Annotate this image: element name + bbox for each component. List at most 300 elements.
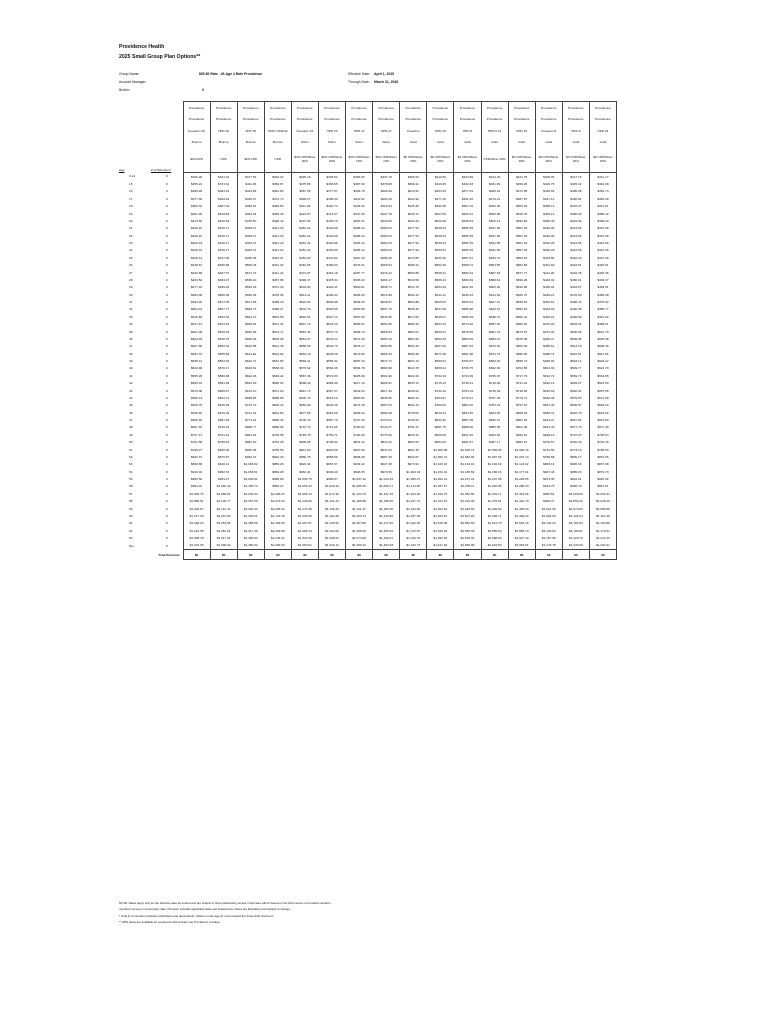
rate-cell: $994.47 bbox=[210, 475, 237, 482]
plan-header-network: Providence bbox=[291, 102, 318, 114]
rate-cell: $705.07 bbox=[481, 372, 508, 379]
rate-cell: $603.49 bbox=[427, 284, 454, 291]
rate-cell: $493.47 bbox=[237, 239, 264, 246]
members-cell[interactable]: 0 bbox=[165, 447, 168, 452]
rate-cell: $422.92 bbox=[400, 195, 427, 202]
members-cell[interactable]: 0 bbox=[165, 336, 168, 341]
rate-cell: $375.86 bbox=[291, 180, 318, 187]
rate-cell: $462.05 bbox=[291, 262, 318, 269]
rate-cell: $1,317.01 bbox=[210, 534, 237, 541]
rate-cell: $1,136.77 bbox=[210, 498, 237, 505]
total-premium-cell: $0 bbox=[427, 550, 454, 560]
rate-cell: $1,463.67 bbox=[427, 512, 454, 519]
rate-cell: $847.84 bbox=[373, 446, 400, 453]
rate-cell: $769.75 bbox=[291, 431, 318, 438]
members-cell[interactable]: 0 bbox=[165, 513, 168, 518]
rate-cell: $705.19 bbox=[291, 416, 318, 423]
rate-cell: $459.25 bbox=[508, 180, 535, 187]
members-cell[interactable]: 0 bbox=[165, 410, 168, 415]
members-cell[interactable]: 0 bbox=[165, 536, 168, 541]
rate-cell: $1,433.73 bbox=[400, 542, 427, 550]
members-cell[interactable]: 0 bbox=[165, 263, 168, 268]
rate-cell: $449.25 bbox=[427, 180, 454, 187]
members-cell[interactable]: 0 bbox=[165, 440, 168, 445]
rate-cell: $837.68 bbox=[589, 461, 616, 468]
rate-cell: $446.89 bbox=[183, 269, 210, 276]
rate-cell: $426.44 bbox=[183, 232, 210, 239]
total-premium-cell: $0 bbox=[183, 550, 210, 560]
rate-cell: $518.08 bbox=[264, 335, 291, 342]
total-premium-cell: $0 bbox=[264, 550, 291, 560]
rate-cell: $493.47 bbox=[237, 232, 264, 239]
age-cell: 64+ bbox=[129, 543, 135, 548]
members-cell[interactable]: 0 bbox=[165, 218, 168, 223]
rate-cell: $524.79 bbox=[589, 365, 616, 372]
rate-cell: $1,415.05 bbox=[454, 498, 481, 505]
members-cell[interactable]: 0 bbox=[165, 403, 168, 408]
rate-cell: $552.18 bbox=[237, 284, 264, 291]
rate-cell: $510.72 bbox=[535, 372, 562, 379]
group-name-value: $65 $0 Rate - 45-Age 4 Rate Providence bbox=[199, 72, 263, 76]
rate-cell: $554.55 bbox=[481, 262, 508, 269]
table-row bbox=[119, 195, 617, 202]
rate-cell: $668.14 bbox=[400, 394, 427, 401]
rate-cell: $853.54 bbox=[400, 439, 427, 446]
table-row bbox=[119, 350, 617, 357]
rate-cell: $543.72 bbox=[481, 254, 508, 261]
age-cell: 37 bbox=[129, 344, 133, 349]
rate-cell: $752.28 bbox=[264, 439, 291, 446]
rate-cell: $509.58 bbox=[481, 210, 508, 217]
rate-cell: $494.20 bbox=[183, 298, 210, 305]
rate-cell: $1,372.87 bbox=[400, 527, 427, 534]
rate-cell: $380.38 bbox=[535, 217, 562, 224]
rate-cell: $616.92 bbox=[589, 409, 616, 416]
plan-header-network: Providence bbox=[562, 102, 589, 114]
plan-header-network: Providence bbox=[183, 102, 210, 114]
rate-cell: $671.98 bbox=[427, 350, 454, 357]
rate-cell: $573.71 bbox=[373, 357, 400, 364]
rate-cell: $445.21 bbox=[535, 291, 562, 298]
rate-cell: $963.32 bbox=[291, 468, 318, 475]
age-cell: 43 bbox=[129, 388, 133, 393]
members-cell[interactable]: 0 bbox=[165, 381, 168, 386]
rate-cell: $407.32 bbox=[210, 203, 237, 210]
rate-cell: $1,445.60 bbox=[454, 505, 481, 512]
age-cell: 34 bbox=[129, 322, 133, 327]
age-cell: 23 bbox=[129, 241, 133, 246]
members-cell[interactable]: 0 bbox=[165, 521, 168, 526]
rate-cell: $579.08 bbox=[183, 387, 210, 394]
rate-cell: $737.70 bbox=[291, 424, 318, 431]
plan-header-network: Providence bbox=[508, 102, 535, 114]
plan-header-plan: Providence bbox=[346, 114, 373, 126]
rate-cell: $451.31 bbox=[346, 217, 373, 224]
rate-cell: $434.45 bbox=[562, 269, 589, 276]
rate-cell: $524.49 bbox=[183, 335, 210, 342]
rate-cell: $374.91 bbox=[589, 203, 616, 210]
members-cell[interactable]: 0 bbox=[165, 432, 168, 437]
members-cell[interactable]: 0 bbox=[165, 477, 168, 482]
members-cell[interactable]: 0 bbox=[165, 204, 168, 209]
rate-cell: $514.71 bbox=[264, 328, 291, 335]
rate-cell: $630.61 bbox=[237, 365, 264, 372]
rate-cell: $625.04 bbox=[427, 298, 454, 305]
rate-cell: $834.35 bbox=[454, 409, 481, 416]
total-premium-cell: $0 bbox=[318, 550, 345, 560]
rate-cell: $1,099.14 bbox=[291, 490, 318, 497]
plan-header-opt: $0 CPD/Silver 20% bbox=[535, 148, 562, 173]
plan-header-plan: Providence bbox=[400, 114, 427, 126]
rate-cell: $949.42 bbox=[346, 461, 373, 468]
rate-cell: $596.14 bbox=[183, 394, 210, 401]
rate-cell: $867.99 bbox=[346, 446, 373, 453]
rate-cell: $326.75 bbox=[535, 180, 562, 187]
total-premium-row bbox=[119, 550, 617, 560]
age-cell: 59 bbox=[129, 506, 133, 511]
rate-cell: $674.20 bbox=[454, 321, 481, 328]
rate-cell: $797.37 bbox=[508, 402, 535, 409]
rate-cell: $477.26 bbox=[427, 195, 454, 202]
rate-cell: $920.06 bbox=[427, 431, 454, 438]
members-cell[interactable]: 0 bbox=[165, 418, 168, 423]
members-cell[interactable]: 0 bbox=[165, 329, 168, 334]
rate-cell: $832.06 bbox=[210, 446, 237, 453]
plan-header-opt: $0 CPD/Silver 20% bbox=[427, 148, 454, 173]
members-cell[interactable]: 0 bbox=[165, 233, 168, 238]
rate-cell: $1,417.49 bbox=[237, 527, 264, 534]
plan-header-tier: Gold bbox=[589, 137, 616, 149]
members-cell[interactable]: 0 bbox=[165, 543, 168, 548]
members-column-header: # of Members* bbox=[151, 167, 172, 172]
rate-cell: $692.06 bbox=[481, 365, 508, 372]
rate-cell: $1,125.04 bbox=[562, 512, 589, 519]
rate-cell: $505.33 bbox=[237, 262, 264, 269]
rate-cell: $555.32 bbox=[318, 357, 345, 364]
total-premium-cell: $0 bbox=[562, 550, 589, 560]
plan-header-name: HPD 8 12 bbox=[481, 125, 508, 137]
rate-cell: $1,056.22 bbox=[562, 498, 589, 505]
account-manager-label: Account Manager: bbox=[119, 80, 147, 84]
rate-cell: $554.97 bbox=[291, 335, 318, 342]
rate-cell: $384.54 bbox=[264, 203, 291, 210]
rate-cell: $718.06 bbox=[481, 380, 508, 387]
rate-cell: $700.54 bbox=[589, 431, 616, 438]
age-cell: 20 bbox=[129, 218, 133, 223]
plan-header-opt: $0 CPD/Silver 20% bbox=[589, 148, 616, 173]
members-cell[interactable]: 0 bbox=[165, 196, 168, 201]
rate-cell: $740.35 bbox=[562, 439, 589, 446]
rate-cell: $414.07 bbox=[318, 210, 345, 217]
rate-cell: $806.77 bbox=[237, 424, 264, 431]
rate-cell: $541.61 bbox=[210, 321, 237, 328]
rate-cell: $522.61 bbox=[454, 210, 481, 217]
plan-header-network: Providence bbox=[346, 102, 373, 114]
rate-cell: $463.87 bbox=[562, 284, 589, 291]
rate-cell: $427.78 bbox=[373, 210, 400, 217]
rate-cell: $673.67 bbox=[508, 328, 535, 335]
rate-cell: $910.12 bbox=[210, 461, 237, 468]
rate-cell: $1,202.12 bbox=[427, 475, 454, 482]
rate-cell: $366.84 bbox=[562, 195, 589, 202]
rate-cell: $446.17 bbox=[210, 239, 237, 246]
rate-cell: $499.44 bbox=[318, 291, 345, 298]
rate-cell: $920.44 bbox=[291, 461, 318, 468]
members-cell[interactable]: 0 bbox=[165, 373, 168, 378]
rate-cell: $505.08 bbox=[589, 335, 616, 342]
plan-header-tier: Bronze bbox=[264, 137, 291, 149]
rate-cell: $899.28 bbox=[264, 468, 291, 475]
rate-cell: $1,026.07 bbox=[264, 490, 291, 497]
members-cell[interactable]: 0 bbox=[165, 314, 168, 319]
rate-cell: $451.22 bbox=[291, 232, 318, 239]
rate-cell: $704.55 bbox=[508, 365, 535, 372]
rate-cell: $553.88 bbox=[400, 298, 427, 305]
rate-cell: $411.92 bbox=[291, 203, 318, 210]
members-cell[interactable]: 0 bbox=[165, 344, 168, 349]
blank-header bbox=[151, 114, 183, 126]
members-cell[interactable]: 0 bbox=[165, 300, 168, 305]
members-cell[interactable]: 0 bbox=[165, 241, 168, 246]
members-cell[interactable]: 0 bbox=[165, 388, 168, 393]
rate-cell: $580.98 bbox=[373, 365, 400, 372]
members-cell[interactable]: 0 bbox=[165, 491, 168, 496]
rate-cell: $422.91 bbox=[264, 254, 291, 261]
rate-cell: $533.75 bbox=[291, 306, 318, 313]
rate-cell: $1,057.06 bbox=[481, 453, 508, 460]
members-cell[interactable]: 0 bbox=[165, 270, 168, 275]
rate-cell: $494.17 bbox=[373, 276, 400, 283]
rate-cell: $783.24 bbox=[481, 402, 508, 409]
plan-header-plan: Providence bbox=[562, 114, 589, 126]
members-cell[interactable]: 0 bbox=[165, 322, 168, 327]
rate-cell: $399.76 bbox=[346, 188, 373, 195]
rate-cell: $484.97 bbox=[210, 276, 237, 283]
members-cell[interactable]: 0 bbox=[165, 351, 168, 356]
members-cell[interactable]: 0 bbox=[165, 226, 168, 231]
rate-cell: $462.63 bbox=[454, 180, 481, 187]
rate-cell: $731.56 bbox=[535, 446, 562, 453]
rate-cell: $974.91 bbox=[400, 461, 427, 468]
rate-cell: $1,161.31 bbox=[210, 505, 237, 512]
rate-cell: $477.94 bbox=[400, 239, 427, 246]
rate-cell: $700.87 bbox=[454, 357, 481, 364]
rate-cell: $1,410.79 bbox=[400, 534, 427, 541]
rate-cell: $507.04 bbox=[454, 203, 481, 210]
rate-cell: $1,211.47 bbox=[346, 505, 373, 512]
plan-header-name: Freedom 20 bbox=[183, 125, 210, 137]
rate-cell: $1,124.62 bbox=[508, 461, 535, 468]
rate-cell: $661.09 bbox=[318, 409, 345, 416]
table-row bbox=[119, 534, 617, 541]
members-cell[interactable]: 0 bbox=[165, 359, 168, 364]
rate-cell: $594.78 bbox=[346, 365, 373, 372]
rate-cell: $717.79 bbox=[508, 372, 535, 379]
plan-header-opt: $0 CPD/Silver 20% bbox=[508, 148, 535, 173]
rate-cell: $478.34 bbox=[318, 276, 345, 283]
rate-cell: $1,157.95 bbox=[535, 534, 562, 541]
rate-cell: $727.47 bbox=[183, 431, 210, 438]
members-cell[interactable]: 0 bbox=[165, 484, 168, 489]
rate-cell: $541.55 bbox=[481, 225, 508, 232]
members-cell[interactable]: 0 bbox=[165, 277, 168, 282]
rate-cell: $539.34 bbox=[427, 239, 454, 246]
rate-cell: $1,009.80 bbox=[562, 490, 589, 497]
rate-cell: $622.72 bbox=[237, 357, 264, 364]
rate-cell: $539.73 bbox=[562, 372, 589, 379]
plan-header-network: Providence bbox=[535, 102, 562, 114]
rate-cell: $572.00 bbox=[264, 387, 291, 394]
rate-cell: $386.42 bbox=[589, 210, 616, 217]
rate-cell: $464.03 bbox=[535, 306, 562, 313]
rate-cell: $587.46 bbox=[291, 372, 318, 379]
rate-cell: $515.98 bbox=[373, 291, 400, 298]
rate-cell: $1,263.63 bbox=[264, 542, 291, 550]
rate-cell: $845.63 bbox=[562, 461, 589, 468]
rate-cell: $426.44 bbox=[183, 239, 210, 246]
rate-cell: $1,037.42 bbox=[346, 475, 373, 482]
members-cell[interactable]: 0 bbox=[165, 528, 168, 533]
members-cell[interactable]: 0 bbox=[165, 469, 168, 474]
members-cell[interactable]: 0 bbox=[165, 189, 168, 194]
table-row bbox=[119, 203, 617, 210]
plan-header-opt: $0 CPD/Silver 20% bbox=[562, 148, 589, 173]
rate-cell: $548.75 bbox=[210, 335, 237, 342]
members-cell[interactable]: 0 bbox=[165, 255, 168, 260]
table-row bbox=[119, 372, 617, 379]
rate-cell: $454.63 bbox=[373, 247, 400, 254]
rate-cell: $1,244.00 bbox=[400, 505, 427, 512]
rate-cell: $473.55 bbox=[508, 188, 535, 195]
rate-cell: $670.26 bbox=[210, 409, 237, 416]
rate-cell: $534.79 bbox=[400, 284, 427, 291]
rate-cell: $846.37 bbox=[481, 416, 508, 423]
rate-cell: $1,409.60 bbox=[481, 505, 508, 512]
rate-cell: $572.93 bbox=[318, 372, 345, 379]
rate-cell: $503.32 bbox=[508, 203, 535, 210]
plan-header-tier: Gold bbox=[400, 137, 427, 149]
rate-cell: $632.03 bbox=[346, 387, 373, 394]
rate-cell: $1,164.83 bbox=[562, 520, 589, 527]
rate-cell: $550.58 bbox=[346, 306, 373, 313]
rate-cell: $837.46 bbox=[535, 468, 562, 475]
members-cell[interactable]: 0 bbox=[165, 174, 168, 179]
rate-cell: $841.82 bbox=[237, 431, 264, 438]
rate-cell: $441.82 bbox=[318, 254, 345, 261]
plan-header-name: HPD 27 bbox=[346, 125, 373, 137]
plan-header-name: Freedom 15 bbox=[291, 125, 318, 137]
rate-cell: $450.51 bbox=[237, 203, 264, 210]
rate-table bbox=[119, 101, 617, 560]
members-cell[interactable]: 0 bbox=[165, 211, 168, 216]
members-cell[interactable]: 0 bbox=[165, 395, 168, 400]
rate-cell: $548.38 bbox=[535, 394, 562, 401]
rate-cell: $1,549.24 bbox=[427, 527, 454, 534]
rate-cell: $809.17 bbox=[562, 453, 589, 460]
plan-header-name: HPD 24 bbox=[589, 125, 616, 137]
rate-cell: $1,145.43 bbox=[318, 505, 345, 512]
rate-cell: $424.89 bbox=[454, 173, 481, 181]
rate-cell: $394.81 bbox=[210, 195, 237, 202]
members-cell[interactable]: 0 bbox=[165, 366, 168, 371]
rate-cell: $1,263.13 bbox=[346, 512, 373, 519]
rate-cell: $1,456.64 bbox=[237, 534, 264, 541]
age-cell: 0-14 bbox=[129, 174, 136, 179]
rate-cell: $520.81 bbox=[346, 284, 373, 291]
plan-header-name: Freedom 8 bbox=[535, 125, 562, 137]
rate-cell: $867.99 bbox=[454, 416, 481, 423]
rate-cell: $478.06 bbox=[264, 291, 291, 298]
rate-cell: $623.72 bbox=[210, 394, 237, 401]
rate-cell: $1,435.03 bbox=[508, 505, 535, 512]
rate-cell: $1,194.28 bbox=[318, 512, 345, 519]
rate-cell: $1,143.16 bbox=[264, 512, 291, 519]
members-cell[interactable]: 0 bbox=[165, 307, 168, 312]
rate-cell: $451.22 bbox=[291, 239, 318, 246]
members-cell[interactable]: 0 bbox=[165, 285, 168, 290]
rate-cell: $1,212.20 bbox=[589, 534, 616, 541]
members-cell[interactable]: 0 bbox=[165, 506, 168, 511]
rate-cell: $1,277.46 bbox=[373, 520, 400, 527]
members-cell[interactable]: 0 bbox=[165, 462, 168, 467]
rate-cell: $378.47 bbox=[562, 203, 589, 210]
rate-cell: $437.52 bbox=[291, 217, 318, 224]
rate-cell: $881.75 bbox=[427, 424, 454, 431]
rate-cell: $822.20 bbox=[264, 453, 291, 460]
rate-cell: $522.98 bbox=[427, 217, 454, 224]
rate-cell: $859.26 bbox=[264, 461, 291, 468]
age-cell: 32 bbox=[129, 307, 133, 312]
rate-cell: $426.44 bbox=[183, 225, 210, 232]
rate-cell: $612.11 bbox=[427, 291, 454, 298]
rate-cell: $805.85 bbox=[291, 439, 318, 446]
members-cell[interactable]: 0 bbox=[165, 499, 168, 504]
rate-cell: $412.30 bbox=[589, 254, 616, 261]
rate-cell: $540.51 bbox=[291, 313, 318, 320]
rate-cell: $908.48 bbox=[346, 453, 373, 460]
rate-cell: $571.89 bbox=[237, 298, 264, 305]
rate-cell: $366.28 bbox=[183, 188, 210, 195]
plan-header-name: Freedom bbox=[400, 125, 427, 137]
rate-cell: $1,224.56 bbox=[291, 512, 318, 519]
rate-cell: $436.32 bbox=[400, 203, 427, 210]
rate-cell: $1,021.05 bbox=[535, 505, 562, 512]
members-cell[interactable]: 0 bbox=[165, 454, 168, 459]
rate-cell: $648.72 bbox=[481, 313, 508, 320]
members-cell[interactable]: 0 bbox=[165, 182, 168, 187]
footnote-2: members renew on anniversary date. Premium includes applicable state and federal fees. Rates are illustrative and subject to change. bbox=[119, 907, 291, 911]
rate-cell: $591.90 bbox=[373, 372, 400, 379]
members-cell[interactable]: 0 bbox=[165, 425, 168, 430]
rate-cell: $457.86 bbox=[264, 276, 291, 283]
rate-cell: $680.61 bbox=[427, 357, 454, 364]
table-row bbox=[119, 542, 617, 550]
rate-cell: $1,121.24 bbox=[318, 498, 345, 505]
rate-cell: $419.83 bbox=[210, 210, 237, 217]
rate-cell: $491.92 bbox=[589, 313, 616, 320]
rate-cell: $423.86 bbox=[237, 188, 264, 195]
rate-cell: $1,262.85 bbox=[481, 483, 508, 490]
rate-cell: $372.73 bbox=[264, 195, 291, 202]
rate-cell: $501.79 bbox=[589, 328, 616, 335]
rate-cell: $1,342.01 bbox=[373, 534, 400, 541]
members-cell[interactable]: 0 bbox=[165, 292, 168, 297]
members-cell[interactable]: 0 bbox=[165, 248, 168, 253]
through-date-value: March 31, 2026 bbox=[374, 80, 399, 84]
rate-cell: $498.27 bbox=[264, 306, 291, 313]
rate-cell: $1,386.58 bbox=[237, 520, 264, 527]
effective-date-label: Effective Date: bbox=[348, 72, 370, 76]
